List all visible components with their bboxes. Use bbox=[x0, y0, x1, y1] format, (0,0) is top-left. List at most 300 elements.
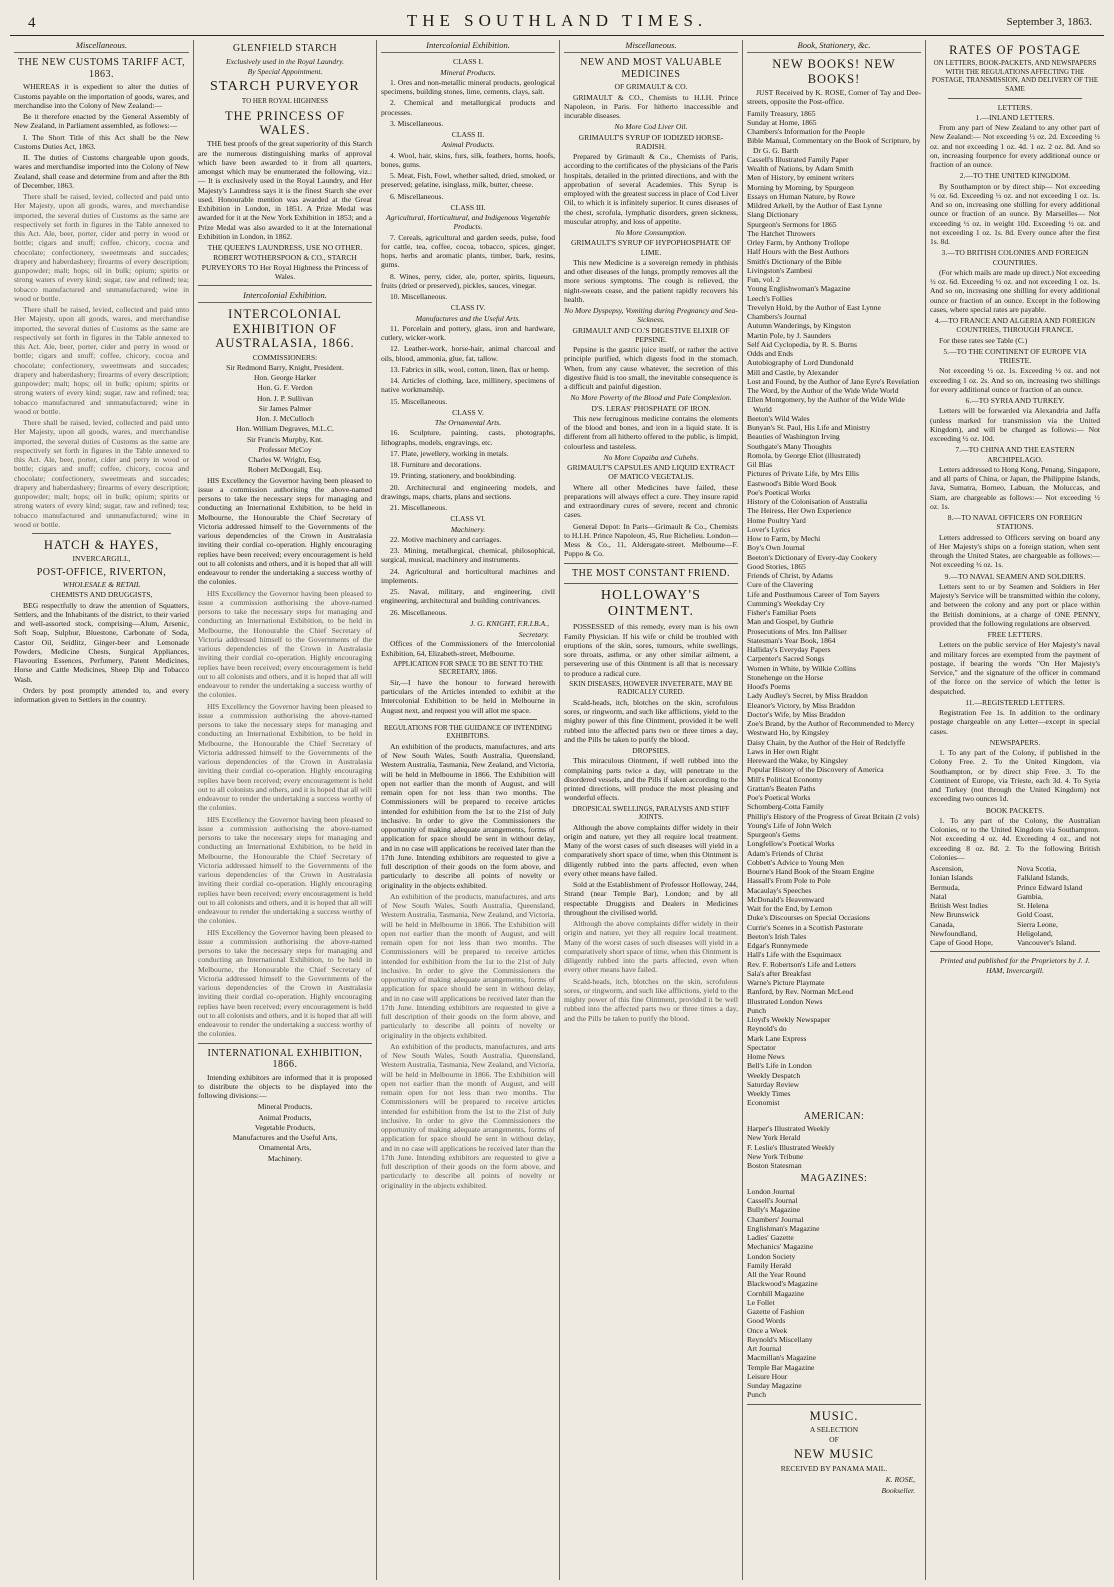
regulations-heading: REGULATIONS FOR THE GUIDANCE OF INTENDING EXHIBITORS. bbox=[383, 723, 553, 741]
class-item: 14. Articles of clothing, lace, millinery, specimens of native workmanship. bbox=[381, 376, 555, 395]
book-title: Man and Gospel, by Guthrie bbox=[747, 617, 834, 627]
colony-name: Canada, bbox=[930, 919, 955, 929]
magazine-title: Gazette of Fashion bbox=[747, 1307, 805, 1317]
article-paragraph: WHEREAS it is expedient to alter the duties of Customs payable on the importation of goods, wares, and merchandise into the Colony of New Zealand:— bbox=[14, 82, 189, 110]
book-title: Beeton's Wild Wales bbox=[747, 413, 810, 423]
commissioner-line: Hon. J. McCulloch bbox=[256, 414, 314, 424]
article-paragraph: HIS Excellency the Governor having been pleased to issue a commission authorising the above-named persons to take the necessary steps for managing and conducting an International Exhibition, to be held in Melbourne, the Honourable the Chief Secretary of Victoria addressed himself to the Governments of the various dependencies of the Crown in Australasia inviting their cordial co-operation. Highly encouraging replies have been received; every encouragement is held out to all colonists and others, and it is hoped that all will endeavour to render the undertaking a success worthy of the colonies. bbox=[198, 588, 372, 700]
colony-name: Bermuda, bbox=[930, 882, 960, 892]
book-title: The Heiress, Her Own Experience bbox=[747, 506, 852, 516]
book-title: Poe's Poetical Works bbox=[747, 793, 811, 803]
book-title: Bible Manual, Commentary on the Book of Scripture, by Dr G. G. Barth bbox=[747, 136, 921, 155]
class-item: 7. Cereals, agricultural and garden seeds, pulse, food for cattle, tea, coffee, cocoa, tobacco, spices, ginger, hops, herbs and aromatic plants, timber, bark, resins, gums. bbox=[381, 232, 555, 270]
magazine-title: Blackwood's Magazine bbox=[747, 1279, 818, 1289]
rate-body: From any part of New Zealand to any other part of New Zealand:— Not exceeding ½ oz. 2d. Exceeding ½ oz. and not exceeding 1 oz. 4d. 1 oz. 2 oz. 8d. And so on, increasing fourpence for every additional ounce or fraction of an ounce. bbox=[930, 123, 1100, 169]
book-title: Duke's Discourses on Special Occasions bbox=[747, 913, 870, 923]
colony-name: Gambia, bbox=[1017, 891, 1043, 901]
book-title: Schomberg-Cotta Family bbox=[747, 802, 824, 812]
book-title: Bourne's Hand Book of the Steam Engine bbox=[747, 867, 875, 877]
colony-name: St. Helena bbox=[1017, 901, 1049, 910]
commissioner-line: Sir Francis Murphy, Knt. bbox=[246, 434, 324, 444]
book-title: How to Farm, by Mechi bbox=[747, 534, 821, 544]
book-title: Lover's Lyrics bbox=[747, 524, 791, 534]
american-paper: Boston Statesman bbox=[747, 1161, 802, 1171]
masthead bbox=[10, 8, 1104, 36]
magazine-title: Sunday Magazine bbox=[747, 1381, 802, 1391]
book-title: Leech's Follies bbox=[747, 293, 793, 303]
advert-headline: NEW BOOKS! NEW BOOKS! bbox=[772, 57, 896, 86]
commissioner-line: Hon. William Degraves, M.L.C. bbox=[236, 424, 334, 434]
article-paragraph: I. The Short Title of this Act shall be the New Customs Duties Act, 1863. bbox=[14, 132, 189, 151]
class-item: 6. Miscellaneous. bbox=[390, 191, 444, 201]
class-item: 1. Ores and non-metallic mineral products, geological specimens, building stones, lime, cements, clays, salt. bbox=[381, 77, 555, 97]
class-item: 10. Miscellaneous. bbox=[390, 292, 448, 302]
rate-body: For these rates see Table (C.) bbox=[939, 335, 1028, 345]
rate-body: By Southampton or by direct ship— Not exceeding ½ oz. 6d. Exceeding ½ oz. and not exceeding 1 oz. 1s. And so on, increasing one shilling for every additional ounce or fraction of an ounce. By Marseilles— Not exceeding ½ oz. in weight 10d. Exceeding ½ oz. and not exceeding 1 oz. 1s. 8d. Every ounce after the first 1s. 8d. bbox=[930, 181, 1100, 246]
book-title: Macaulay's Speeches bbox=[747, 885, 812, 895]
book-title: Autobiography of Lord Dundonald bbox=[747, 358, 854, 368]
advert-subtitle: INVERCARGILL, bbox=[72, 554, 131, 564]
book-title: Economist bbox=[747, 1098, 780, 1108]
depot-info: General Depot: In Paris—Grimault & Co., Chemists to H.I.H. Prince Napoleon, 45, Rue Richelieu. London—Mess & Co., 11, Aldersgate-street. Melbourne—F. Puppo & Co. bbox=[564, 521, 738, 559]
book-title: Hood's Poems bbox=[747, 682, 791, 692]
rate-heading: 7.—TO CHINA AND THE EASTERN ARCHIPELAGO. bbox=[955, 445, 1075, 464]
book-title: Stonehenge on the Horse bbox=[747, 672, 824, 682]
class-heading: CLASS II. bbox=[451, 130, 485, 140]
class-item: 3. Miscellaneous. bbox=[390, 118, 444, 128]
book-title: Illustrated London News bbox=[747, 996, 823, 1006]
book-title: Beeton's Irish Tales bbox=[747, 931, 807, 941]
class-item: 12. Leather-work, horse-hair, animal charcoal and oils, blood, ammonia, glue, fat, tallow. bbox=[381, 344, 555, 363]
american-paper: Harper's Illustrated Weekly bbox=[747, 1124, 830, 1134]
article-paragraph: HIS Excellency the Governor having been pleased to issue a commission authorising the above-named persons to take the necessary steps for managing and conducting an International Exhibition, to be held in Melbourne, the Honourable the Chief Secretary of Victoria addressed himself to the Governments of the various dependencies of the Crown in Australasia inviting their cordial co-operation. Highly encouraging replies have been received; every encouragement is held out to all colonists and others, and it is hoped that all will endeavour to render the undertaking a success worthy of the colonies. bbox=[198, 927, 372, 1039]
secretary-name: J. G. KNIGHT, F.R.I.B.A., bbox=[469, 618, 549, 628]
music-headline: NEW MUSIC bbox=[794, 1447, 874, 1462]
book-title: Sunday at Home, 1865 bbox=[747, 117, 817, 127]
rate-heading: 8.—TO NAVAL OFFICERS ON FOREIGN STATIONS. bbox=[947, 513, 1083, 532]
remedy-title: GRIMAULT AND CO.'S DIGESTIVE ELIXIR OF PEPSINE. bbox=[572, 325, 730, 344]
rate-body: Letters will be forwarded via Alexandria and Jaffa (unless marked for transmission via the United Kingdom), and will be charged as follows:— Not exceeding ½ oz. 10d. bbox=[930, 406, 1100, 443]
class-heading: CLASS IV. bbox=[450, 303, 486, 313]
remedy-body: Scald-heads, itch, blotches on the skin, scrofulous sores, or ringworm, and such like afflictions, yield to the mighty power of this fine Ointment, provided it be well rubbed into the affected parts two or three times a day, and the Pills be taken to purify the blood. bbox=[564, 697, 738, 744]
book-title: Cure of the Clavering bbox=[747, 580, 814, 590]
book-title: Currie's Scenes in a Scottish Pastorate bbox=[747, 922, 863, 932]
division-item: Mineral Products, bbox=[257, 1102, 313, 1112]
book-title: Hereward the Wake, by Kingsley bbox=[747, 756, 848, 766]
class-heading: CLASS III. bbox=[450, 202, 486, 212]
remedy-subheading: No More Consumption. bbox=[615, 228, 687, 238]
book-title: Phillip's History of the Progress of Great Britain (2 vols) bbox=[747, 811, 919, 821]
remedy-subheading: DROPSICAL SWELLINGS, PARALYSIS AND STIFF JOINTS. bbox=[572, 804, 730, 822]
column-4 bbox=[559, 40, 742, 1580]
american-list bbox=[747, 1124, 921, 1170]
class-item: 15. Miscellaneous. bbox=[390, 396, 448, 406]
newspaper-page bbox=[10, 8, 1104, 1580]
rate-heading: BOOK PACKETS. bbox=[985, 805, 1045, 815]
book-title: Autumn Wanderings, by Kingston bbox=[747, 321, 851, 331]
class-item: 8. Wines, perry, cider, ale, porter, spirits, liqueurs, fruits (dried or preserved), pickles, sauces, vinegar. bbox=[381, 271, 555, 290]
book-title: Young's Life of John Welch bbox=[747, 820, 832, 830]
remedy-body: Pepsine is the gastric juice itself, or rather the active principle purified, which digests food in the stomach. When, from any cause whatever, the secretion of this digestive fluid is too small, the inevitable consequence is a difficult and painful digestion. bbox=[564, 345, 738, 392]
rate-heading: 11.—REGISTERED LETTERS. bbox=[965, 697, 1065, 707]
commissioner-line: Hon. J. P. Sullivan bbox=[256, 393, 314, 403]
music-heading: MUSIC. bbox=[809, 1408, 859, 1423]
rate-body: Letters on the public service of Her Majesty's naval and military forces are exempted from the payment of postage, if bearing the words "On Her Majesty's Service," and the signature of the officer in command of the force on the service of which the letter is despatched. bbox=[930, 640, 1100, 696]
class-title: The Ornamental Arts. bbox=[434, 418, 502, 428]
application-body: Sir,—I have the honour to forward herewith particulars of the Articles intended to exhibit at the Intercolonial Exhibition to be held in Melbourne in August next, and request you will allot me space. bbox=[381, 677, 555, 715]
advert-body: POSSESSED of this remedy, every man is his own Family Physician. If his wife or child be troubled with eruptions of the skin, sores, tumours, white swellings, sore throats, asthma, or any other similar ailment, a persevering use of this Ointment is all that is necessary to produce a radical cure. bbox=[564, 622, 738, 678]
book-title: Sala's after Breakfast bbox=[747, 968, 812, 978]
divider bbox=[948, 98, 1082, 99]
colony-name: Prince Edward Island bbox=[1017, 882, 1083, 892]
magazine-title: Ladies' Gazette bbox=[747, 1233, 794, 1243]
colony-name: Cape of Good Hope, bbox=[930, 938, 993, 947]
colony-name: Ascension, bbox=[930, 864, 964, 873]
magazine-title: London Journal bbox=[747, 1186, 795, 1196]
rate-body: Registration Fee 1s. In addition to the ordinary postage chargeable on any Letter—except in special cases. bbox=[930, 708, 1100, 736]
divider bbox=[399, 719, 537, 720]
remedy-title: GRIMAULT'S SYRUP OF IODIZED HORSE-RADISH. bbox=[578, 132, 724, 151]
secretary-role: Secretary. bbox=[518, 630, 549, 640]
commissioner-line: Robert McDougall, Esq. bbox=[247, 465, 323, 475]
division-item: Vegetable Products, bbox=[254, 1122, 316, 1132]
book-title: Adam's Friends of Christ bbox=[747, 848, 824, 858]
remedy-body: Although the above complaints differ widely in their origin and nature, yet they all require local treatment. Many of the worst cases of such diseases will yield in a comparatively short space of time, when this Ointment is diligently rubbed into the parts affected, even when every other means have failed. bbox=[564, 822, 738, 878]
advert-subtitle: WHOLESALE & RETAIL bbox=[62, 580, 141, 590]
rate-heading: 2.—TO THE UNITED KINGDOM. bbox=[959, 171, 1071, 181]
class-item: 20. Architectural and engineering models, and drawings, maps, charts, plans and sections. bbox=[381, 482, 555, 501]
book-title: Laws in Her own Right bbox=[747, 746, 819, 756]
commissioner-line: Sir Redmond Barry, Knight, President. bbox=[226, 362, 344, 372]
advert-subtitle: CHEMISTS AND DRUGGISTS, bbox=[50, 590, 153, 600]
book-title: Smith's Dictionary of the Bible bbox=[747, 256, 842, 266]
remedy-body: Where all other Medicines have failed, these preparations will always effect a cure. They insure rapid and extraordinary cures of severe, recent and chronic cases. bbox=[564, 482, 738, 520]
rate-heading: FREE LETTERS. bbox=[987, 630, 1043, 639]
american-heading: AMERICAN: bbox=[803, 1110, 865, 1122]
offices-address: Offices of the Commissioners of the Intercolonial Exhibition, 64, Elizabeth-street, Melbourne. bbox=[381, 639, 555, 658]
divider bbox=[198, 1043, 372, 1044]
book-title: Friends of Christ, by Adams bbox=[747, 571, 833, 581]
divider bbox=[747, 1404, 921, 1405]
colony-name: Gold Coast, bbox=[1017, 910, 1054, 920]
book-title: Hall's Life with the Esquimaux bbox=[747, 950, 842, 960]
book-title: Home News bbox=[747, 1052, 785, 1062]
rate-body: 1. To any part of the Colony, the Australian Colonies, or to the United Kingdom via Southampton. Not exceeding 4 oz. 4d. Exceeding 4 oz., and not exceeding 8 oz. 8d. 2. To the following British Colonies— bbox=[930, 815, 1100, 862]
book-title: Punch bbox=[747, 1005, 766, 1015]
book-title: Wealth of Nations, by Adam Smith bbox=[747, 164, 854, 174]
class-item: 13. Fabrics in silk, wool, cotton, linen, flax or hemp. bbox=[390, 364, 550, 374]
class-title: Machinery. bbox=[450, 524, 486, 534]
advert-subtitle: By Special Appointment. bbox=[247, 66, 323, 76]
remedy-body: Prepared by Grimault & Co., Chemists of Paris, according to the certificates of the physicians of the Paris hospitals, detailed in the printed directions, and with the approbation of several Academies. This Syrup is employed with the greatest success in place of Cod Liver Oil, to which it is infinitely superior. It cures diseases of the chest, scrofula, lymphatic disorders, green sickness, muscular atrophy, and loss of appetite. bbox=[564, 152, 738, 226]
class-item: 11. Porcelain and pottery, glass, iron and hardware, cutlery, wicker-work. bbox=[381, 323, 555, 343]
division-item: Ornamental Arts, bbox=[258, 1143, 312, 1153]
book-title: Martin Pole, by J. Saunders bbox=[747, 330, 831, 340]
magazine-title: Cassell's Journal bbox=[747, 1196, 798, 1206]
advert-headline: NEW AND MOST VALUABLE MEDICINES bbox=[580, 57, 722, 80]
rate-heading: 3.—TO BRITISH COLONIES AND FOREIGN COUNTRIES. bbox=[941, 248, 1089, 267]
commissioner-line: Charles W. Wright, Esq. bbox=[248, 455, 322, 465]
page-number: 4 bbox=[28, 15, 36, 31]
book-title: Reynold's do bbox=[747, 1024, 787, 1034]
class-item: 17. Plate, jewellery, working in metals. bbox=[390, 448, 509, 458]
magazine-title: Temple Bar Magazine bbox=[747, 1362, 815, 1372]
section-header: Intercolonial Exhibition. bbox=[198, 290, 372, 303]
music-subtitle: OF bbox=[829, 1435, 839, 1445]
magazine-title: Reynold's Miscellany bbox=[747, 1334, 813, 1344]
book-title: Saturday Review bbox=[747, 1079, 800, 1089]
magazine-title: Art Journal bbox=[747, 1344, 782, 1354]
magazine-title: Chambers' Journal bbox=[747, 1214, 804, 1224]
class-title: Manufactures and the Useful Arts. bbox=[415, 313, 521, 323]
colony-name: Ionian Islands bbox=[930, 873, 973, 883]
printer-imprint: Printed and published for the Proprietors by J. J. HAM, Invercargill. bbox=[940, 956, 1090, 975]
advert-headline: STARCH PURVEYOR bbox=[210, 79, 360, 94]
class-item: 25. Naval, military, and engineering, civil engineering, architectural and building contrivances. bbox=[381, 587, 555, 606]
columns bbox=[10, 40, 1104, 1580]
class-item: 23. Mining, metallurgical, chemical, philosophical, surgical, musical, machinery and instruments. bbox=[381, 546, 555, 565]
rate-body: 1. To any part of the Colony, if published in the Colony Free. 2. To the United Kingdom, via Southampton, or by direct ship Free. 3. To the Continent of Europe, via Trieste, each 3d. 4. To Syria and Turkey (not through the United Kingdom) not exceeding two ounces 1d. bbox=[930, 748, 1100, 804]
column-3 bbox=[376, 40, 559, 1580]
book-title: The Hatchet Throwers bbox=[747, 228, 816, 238]
book-title: Cobbett's Advice to Young Men bbox=[747, 857, 844, 867]
book-title: Bunyan's St. Paul, His Life and Ministry bbox=[747, 423, 871, 433]
colony-name: Newfoundland, bbox=[930, 928, 978, 938]
rate-body: Letters sent to or by Seamen and Soldiers in Her Majesty's Service will be transmitted within the colony, and between the colony and any port or place within the British dominions, at a charge of ONE PENNY, provided that the following regulations are observed. bbox=[930, 581, 1100, 628]
book-title: Carpenter's Sacred Songs bbox=[747, 654, 825, 664]
commissioner-line: Hon. G. F. Verdon bbox=[257, 383, 313, 393]
colony-name: Heligoland, bbox=[1017, 928, 1053, 938]
american-paper: F. Leslie's Illustrated Weekly bbox=[747, 1142, 835, 1152]
remedy-body: Scald-heads, itch, blotches on the skin, scrofulous sores, or ringworm, and such like afflictions, yield to the mighty power of this fine Ointment, provided it be well rubbed into the affected parts two or three times a day, and the Pills be taken to purify the blood. bbox=[564, 976, 738, 1023]
advert-headline: THE MOST CONSTANT FRIEND. bbox=[571, 567, 730, 579]
rate-body: (For which mails are made up direct.) Not exceeding ½ oz. 6d. Exceeding ½ oz. and not exceeding 1 oz. 1s. And so on, increasing one shilling for every additional ounce or fraction of an ounce. Except in the following cases, where special rates are payable. bbox=[930, 267, 1100, 314]
book-title: Beeton's Dictionary of Every-day Cookery bbox=[747, 552, 878, 562]
class-title: Agricultural, Horticultural, and Indigenous Vegetable Products. bbox=[385, 213, 551, 232]
remedy-body: This new Medicine is a sovereign remedy in phthisis and other diseases of the lungs, promptly removes all the more serious symptoms. The cough is relieved, the night-sweats cease, and the patient rapidly recovers his health. bbox=[564, 257, 738, 304]
magazine-title: Punch bbox=[747, 1390, 766, 1400]
magazine-title: London Society bbox=[747, 1251, 796, 1261]
book-title: Mildred Arkell, by the Author of East Lynne bbox=[747, 201, 882, 211]
remedy-subheading: SKIN DISEASES, HOWEVER INVETERATE, MAY BE RADICALLY CURED. bbox=[569, 679, 733, 697]
colony-name: Natal bbox=[930, 891, 947, 901]
class-title: Animal Products. bbox=[441, 140, 495, 150]
advert-headline: INTERNATIONAL EXHIBITION, 1866. bbox=[207, 1047, 363, 1071]
book-title: Lady Audley's Secret, by Miss Braddon bbox=[747, 691, 868, 701]
book-title: Spectator bbox=[747, 1042, 776, 1052]
book-title: Good Stories, 1865 bbox=[747, 561, 806, 571]
rate-body: Not exceeding ½ oz. 1s. Exceeding ½ oz. and not exceeding 1 oz. 2s. And so on, increasing two shillings for every additional ounce or fraction of an ounce. bbox=[930, 366, 1100, 394]
article-paragraph: There shall be raised, levied, collected and paid unto Her Majesty, upon all goods, wares, and merchandise imported, the several duties of Customs as the same are respectively set forth in figures in the Table annexed to this Act. Ale, beer, porter, cider and perry in wood or bottle; cigars and snuff; coffee, chicory, cocoa and chocolate; confectionery, sweetmeats and succades; drapery and haberdashery; firearms of every description; gunpowder; malt; hops; oil in bulk; opium; spirits or strong waters of every kind; sugar, raw and refined; tea; tobacco manufactured and unmanufactured; wine in wood or bottle. bbox=[14, 192, 189, 303]
book-title: The Word, by the Author of the Wide Wide World bbox=[747, 386, 899, 396]
book-title: Hassall's From Pole to Pole bbox=[747, 876, 831, 886]
book-title: Bell's Life in London bbox=[747, 1061, 812, 1071]
division-item: Machinery. bbox=[267, 1153, 303, 1163]
magazine-title: Family Herald bbox=[747, 1260, 792, 1270]
rate-heading: 6.—TO SYRIA AND TURKEY. bbox=[965, 396, 1065, 405]
advert-subtitle: POST-OFFICE, RIVERTON, bbox=[36, 566, 167, 578]
letters-heading: LETTERS. bbox=[997, 102, 1033, 112]
book-title: Chambers's Journal bbox=[747, 312, 807, 322]
book-title: Slang Dictionary bbox=[747, 210, 799, 220]
book-title: Longfellow's Poetical Works bbox=[747, 839, 835, 849]
postage-intro: ON LETTERS, BOOK-PACKETS, AND NEWSPAPERS WITH THE REGULATIONS AFFECTING THE POSTAGE, TRANSMISSION, AND DELIVERY OF THE SAME bbox=[931, 59, 1099, 93]
book-title: Mill's Political Economy bbox=[747, 774, 823, 784]
issue-date: September 3, 1863. bbox=[1006, 16, 1092, 28]
commissioners-label: COMMISSIONERS: bbox=[252, 352, 318, 362]
book-title: Odds and Ends bbox=[747, 349, 793, 359]
book-title: Doctor's Wife, by Miss Braddon bbox=[747, 709, 846, 719]
newspaper-title: THE SOUTHLAND TIMES. bbox=[406, 11, 708, 30]
advert-body: BEG respectfully to draw the attention of Squatters, Settlers, and the Inhabitants of the district, to their varied and well-assorted stock, comprising—Alum, Arsenic, Soft Soap, Sulphur, Bluestone, Carbonate of Soda, Castor Oil, Seidlitz, Ginger-beer and Lemonade Powders, Medicine Chests, Surgical Appliances, Flavouring Essences, Perfumery, Patent Medicines, Horse and Cattle Medicines, Sheep Dip and Tobacco Wash. bbox=[14, 600, 189, 684]
book-title: Men of History, by eminent writers bbox=[747, 173, 855, 183]
class-item: 18. Furniture and decorations. bbox=[390, 460, 482, 470]
book-title: Halliday's Everyday Papers bbox=[747, 645, 831, 655]
division-item: Manufactures and the Useful Arts, bbox=[232, 1133, 338, 1143]
book-title: Pictures of Private Life, by Mrs Ellis bbox=[747, 469, 859, 479]
remedy-body: This new ferruginous medicine contains the elements of the blood and bones, and iron in a liquid state. It is different from all hitherto offered to the public, is limpid, colourless and tasteless. bbox=[564, 413, 738, 451]
advert-signature: ROBERT WOTHERSPOON & CO., STARCH PURVEYORS TO Her Royal Highness the Princess of Wales. bbox=[201, 253, 369, 281]
advert-subtitle: OF GRIMAULT & CO. bbox=[614, 82, 688, 92]
advert-footer: Sold at the Establishment of Professor Holloway, 244, Strand (near Temple Bar), London; and by all respectable Druggists and Dealers in Medicines throughout the civilised world. bbox=[564, 880, 738, 917]
remedy-subheading: No More Dyspepsy, Vomiting during Pregnancy and Sea-Sickness. bbox=[564, 306, 738, 325]
class-item: 5. Meat, Fish, Fowl, whether salted, dried, smoked, or preserved; gelatine, isinglass, milk, butter, cheese. bbox=[381, 171, 555, 190]
remedy-subheading: No More Copaiba and Cubebs. bbox=[603, 452, 699, 462]
book-title: Young Englishwoman's Magazine bbox=[747, 284, 851, 294]
rate-heading: 5.—TO THE CONTINENT OF EUROPE VIA TRIESTE. bbox=[943, 346, 1087, 365]
class-item: 2. Chemical and metallurgical products and processes. bbox=[381, 98, 555, 117]
advert-body: Intending exhibitors are informed that it is proposed to distribute the objects to be displayed into the following divisions:— bbox=[198, 1072, 372, 1101]
book-title: Women in White, by Wilkie Collins bbox=[747, 663, 856, 673]
book-title: Mark Lane Express bbox=[747, 1033, 807, 1043]
section-header: Miscellaneous. bbox=[564, 40, 738, 53]
article-paragraph: HIS Excellency the Governor having been pleased to issue a commission authorising the above-named persons to take the necessary steps for managing and conducting an International Exhibition, to be held in Melbourne, the Honourable the Chief Secretary of Victoria addressed himself to the Governments of the various dependencies of the Crown in Australasia inviting their cordial co-operation. Highly encouraging replies have been received; every encouragement is held out to all colonists and others, and it is hoped that all will endeavour to render the undertaking a success worthy of the colonies. bbox=[198, 701, 372, 813]
colony-name: British West Indies bbox=[930, 901, 988, 910]
class-item: 4. Wool, hair, skins, furs, silk, feathers, horns, hoofs, bones, gums. bbox=[381, 150, 555, 169]
divider bbox=[564, 563, 738, 564]
book-title: Essays on Human Nature, by Rowe bbox=[747, 191, 855, 201]
colony-name: Vancouver's Island. bbox=[1017, 938, 1077, 947]
advert-subtitle: Exclusively used in the Royal Laundry. bbox=[225, 56, 345, 66]
book-title: Popular History of the Discovery of America bbox=[747, 765, 884, 775]
book-title: Daisy Chain, by the Author of the Heir of Redclyffe bbox=[747, 737, 906, 747]
bookseller-name: K. ROSE, bbox=[885, 1475, 915, 1485]
colony-list bbox=[930, 864, 1100, 947]
book-title: Eleanor's Victory, by Miss Braddon bbox=[747, 700, 856, 710]
book-title: Livingston's Zambesi bbox=[747, 265, 813, 275]
advert-body: THE best proofs of the great superiority of this Starch are the numerous distinguishing marks of approval which have been awarded to it from all quarters, amongst which may be enumerated the following, viz.:— It is exclusively used in the Royal Laundry, and Her Majesty's Laundress says it is the finest Starch she ever used. Honourable mention was awarded at the Great Exhibition in London, in 1851. A Prize Medal was awarded for it at the New York Exhibition in 1853; and a Prize Medal was also awarded to it at the International Exhibition in London, in 1862. bbox=[198, 139, 372, 241]
commissioner-line: Professor McCoy bbox=[258, 444, 312, 454]
book-title: History of the Colonisation of Australia bbox=[747, 497, 868, 507]
advert-footer: Orders by post promptly attended to, and every information given to Settlers in the country. bbox=[14, 685, 189, 705]
book-title: Cumming's Weekday Cry bbox=[747, 598, 825, 608]
application-heading: APPLICATION FOR SPACE TO BE SENT TO THE SECRETARY, 1866. bbox=[392, 659, 544, 677]
book-title: Gil Blas bbox=[747, 460, 773, 470]
colony-name: Falkland Islands, bbox=[1017, 873, 1069, 883]
rate-body: Letters addressed to Officers serving on board any of Her Majesty's ships on a foreign station, when sent through the United States, are chargeable as follows:— Not exceeding ½ oz. 1s. bbox=[930, 532, 1100, 570]
magazines-heading: MAGAZINES: bbox=[800, 1173, 868, 1185]
book-title: Warne's Picture Playmate bbox=[747, 978, 825, 988]
book-title: Southgate's Many Thoughts bbox=[747, 441, 832, 451]
class-title: Mineral Products. bbox=[440, 67, 496, 77]
bookseller-role: Bookseller. bbox=[881, 1486, 915, 1496]
book-title: Chambers's Information for the People bbox=[747, 127, 865, 137]
postage-headline: RATES OF POSTAGE bbox=[949, 43, 1081, 57]
rate-body: Letters addressed to Hong Kong, Penang, Singapore, and all parts of China, or Japan, the Philippine Islands, Java, Sumatra, Borneo, Labuan, the Moluccas, and Siam, are chargeable as follows:— Not exceeding ½ oz. 1s. bbox=[930, 464, 1100, 511]
advert-headline: HOLLOWAY'S OINTMENT. bbox=[600, 588, 702, 620]
regulations-body: An exhibition of the products, manufactures, and arts of New South Wales, South Australia, Queensland, Western Australia, Tasmania, New Zealand, and Victoria, will be held in Melbourne in 1866. The Exhibition will open not earlier than the month of August, and will remain open for not less than two months. The Commissioners will be prepared to receive articles intended for exhibition from the 1st to the 21st of July inclusive. In order to give the Commissioners the opportunity of making adequate arrangements, forms of application for space should be sent in without delay, and in no case will applications be received later than the 17th June. Intending exhibitors are requested to give a full description of their goods on the form above, and particularly to describe all points of novelty or originality in the objects exhibited. bbox=[381, 741, 555, 890]
magazine-title: Mechanics' Magazine bbox=[747, 1242, 814, 1252]
magazine-title: Leisure Hour bbox=[747, 1371, 788, 1381]
magazine-list bbox=[747, 1187, 921, 1400]
book-title: Weekly Times bbox=[747, 1089, 791, 1099]
remedy-title: D'S. LERAS' PHOSPHATE OF IRON. bbox=[591, 403, 711, 413]
column-5 bbox=[742, 40, 925, 1580]
magazine-title: Le Follet bbox=[747, 1297, 775, 1307]
article-paragraph: There shall be raised, levied, collected and paid unto Her Majesty, upon all goods, wares, and merchandise imported, the several duties of Customs as the same are respectively set forth in figures in the Table annexed to this Act. Ale, beer, porter, cider and perry in wood or bottle; cigars and snuff; coffee, chicory, cocoa and chocolate; confectionery, sweetmeats and succades; drapery and haberdashery; firearms of every description; gunpowder; malt; hops; oil in bulk; opium; spirits or strong waters of every kind; sugar, raw and refined; tea; tobacco manufactured and unmanufactured; wine in wood or bottle. bbox=[14, 418, 189, 529]
column-6 bbox=[925, 40, 1104, 1580]
book-title: Mill and Castle, by Alexander bbox=[747, 367, 839, 377]
music-subtitle: RECEIVED BY PANAMA MAIL. bbox=[780, 1463, 888, 1473]
class-heading: CLASS I. bbox=[453, 57, 483, 67]
book-list bbox=[747, 109, 921, 1108]
book-title: McDonald's Heavenward bbox=[747, 894, 825, 904]
book-title: Weekly Despatch bbox=[747, 1070, 801, 1080]
magazine-title: Englishman's Magazine bbox=[747, 1223, 820, 1233]
american-paper: New York Herald bbox=[747, 1133, 801, 1143]
article-paragraph: II. The duties of Customs chargeable upon goods, wares and merchandise imported into the Colony of New Zealand, shall cease and determine from and after the 8th of December, 1863. bbox=[14, 153, 189, 190]
advert-title: HATCH & HAYES, bbox=[43, 538, 160, 553]
book-title: Rev. F. Robertson's Life and Letters bbox=[747, 959, 856, 969]
magazine-title: All the Year Round bbox=[747, 1270, 806, 1280]
music-subtitle: A SELECTION bbox=[809, 1424, 859, 1434]
remedy-subheading: No More Cod Liver Oil. bbox=[614, 122, 688, 132]
article-paragraph: HIS Excellency the Governor having been pleased to issue a commission authorising the above-named persons to take the necessary steps for managing and conducting an International Exhibition, to be held in Melbourne, the Honourable the Chief Secretary of Victoria addressed himself to the Governments of the various dependencies of the Crown in Australasia inviting their cordial co-operation. Highly encouraging replies have been received; every encouragement is held out to all colonists and others, and it is hoped that all will endeavour to render the undertaking a success worthy of the colonies. bbox=[198, 475, 372, 587]
magazine-title: Macmillan's Magazine bbox=[747, 1353, 817, 1363]
advert-title: GLENFIELD STARCH bbox=[232, 43, 338, 54]
book-title: Romola, by George Eliot (illustrated) bbox=[747, 450, 861, 460]
advert-intro: GRIMAULT & CO., Chemists to H.I.H. Prince Napoleon, in Paris. For hitherto inaccessible and incurable diseases. bbox=[564, 92, 738, 121]
commissioner-line: Sir James Palmer bbox=[258, 403, 312, 413]
divider bbox=[32, 533, 171, 534]
book-title: Westward Ho, by Kingsley bbox=[747, 728, 830, 738]
book-title: Lloyd's Weekly Newspaper bbox=[747, 1015, 831, 1025]
book-title: Life and Posthumous Career of Tom Sayers bbox=[747, 589, 880, 599]
book-title: Self Aid Cyclopedia, by R. S. Burns bbox=[747, 339, 857, 349]
regulations-body: An exhibition of the products, manufactures, and arts of New South Wales, South Australia, Queensland, Western Australia, Tasmania, New Zealand, and Victoria, will be held in Melbourne in 1866. The Exhibition will open not earlier than the month of August, and will remain open for not less than two months. The Commissioners will be prepared to receive articles intended for exhibition from the 1st to the 21st of July inclusive. In order to give the Commissioners the opportunity of making adequate arrangements, forms of application for space should be sent in without delay, and in no case will applications be received later than the 17th June. Intending exhibitors are requested to give a full description of their goods on the form above, and particularly to describe all points of novelty or originality in the objects exhibited. bbox=[381, 891, 555, 1040]
class-item: 24. Agricultural and horticultural machines and implements. bbox=[381, 566, 555, 585]
rate-heading: NEWSPAPERS. bbox=[989, 737, 1041, 747]
magazine-title: Once a Week bbox=[747, 1325, 788, 1335]
rate-heading: 9.—TO NAVAL SEAMEN AND SOLDIERS. bbox=[944, 571, 1086, 581]
book-title: Spurgeon's Sermons for 1865 bbox=[747, 219, 837, 229]
remedy-subheading: No More Poverty of the Blood and Pale Complexion. bbox=[570, 393, 732, 403]
book-title: Family Treasury, 1865 bbox=[747, 108, 816, 118]
section-header: Book, Stationery, &c. bbox=[747, 40, 921, 53]
rate-heading: 4.—TO FRANCE AND ALGERIA AND FOREIGN COUNTRIES, THROUGH FRANCE. bbox=[934, 316, 1096, 335]
class-heading: CLASS V. bbox=[452, 407, 484, 417]
article-paragraph: There shall be raised, levied, collected and paid unto Her Majesty, upon all goods, wares, and merchandise imported, the several duties of Customs as the same are respectively set forth in figures in the Table annexed to this Act. Ale, beer, porter, cider and perry in wood or bottle; cigars and snuff; coffee, chicory, cocoa and chocolate; confectionery, sweetmeats and succades; drapery and haberdashery; firearms of every description; gunpowder; malt; hops; oil in bulk; opium; spirits or strong waters of every kind; sugar, raw and refined; tea; tobacco manufactured and unmanufactured; wine in wood or bottle. bbox=[14, 305, 189, 416]
column-1 bbox=[10, 40, 193, 1580]
regulations-body: An exhibition of the products, manufactures, and arts of New South Wales, South Australia, Queensland, Western Australia, Tasmania, New Zealand, and Victoria, will be held in Melbourne in 1866. The Exhibition will open not earlier than the month of August, and will remain open for not less than two months. The Commissioners will be prepared to receive articles intended for exhibition from the 1st to the 21st of July inclusive. In order to give the Commissioners the opportunity of making adequate arrangements, forms of application for space should be sent in without delay, and in no case will applications be received later than the 17th June. Intending exhibitors are requested to give a full description of their goods on the form above, and particularly to describe all points of novelty or originality in the objects exhibited. bbox=[381, 1041, 555, 1190]
book-title: Poe's Poetical Works bbox=[747, 487, 811, 497]
section-header: Intercolonial Exhibition. bbox=[381, 40, 555, 53]
book-title: Ellen Montgomery, by the Author of the Wide Wide World bbox=[747, 395, 905, 414]
book-title: Zoe's Brand, by the Author of Recommended to Mercy bbox=[747, 719, 915, 729]
book-title: Cassell's Illustrated Family Paper bbox=[747, 154, 849, 164]
advert-tagline: THE QUEEN'S LAUNDRESS, USE NO OTHER. bbox=[207, 243, 363, 253]
colony-name: Sierra Leone, bbox=[1017, 919, 1058, 929]
